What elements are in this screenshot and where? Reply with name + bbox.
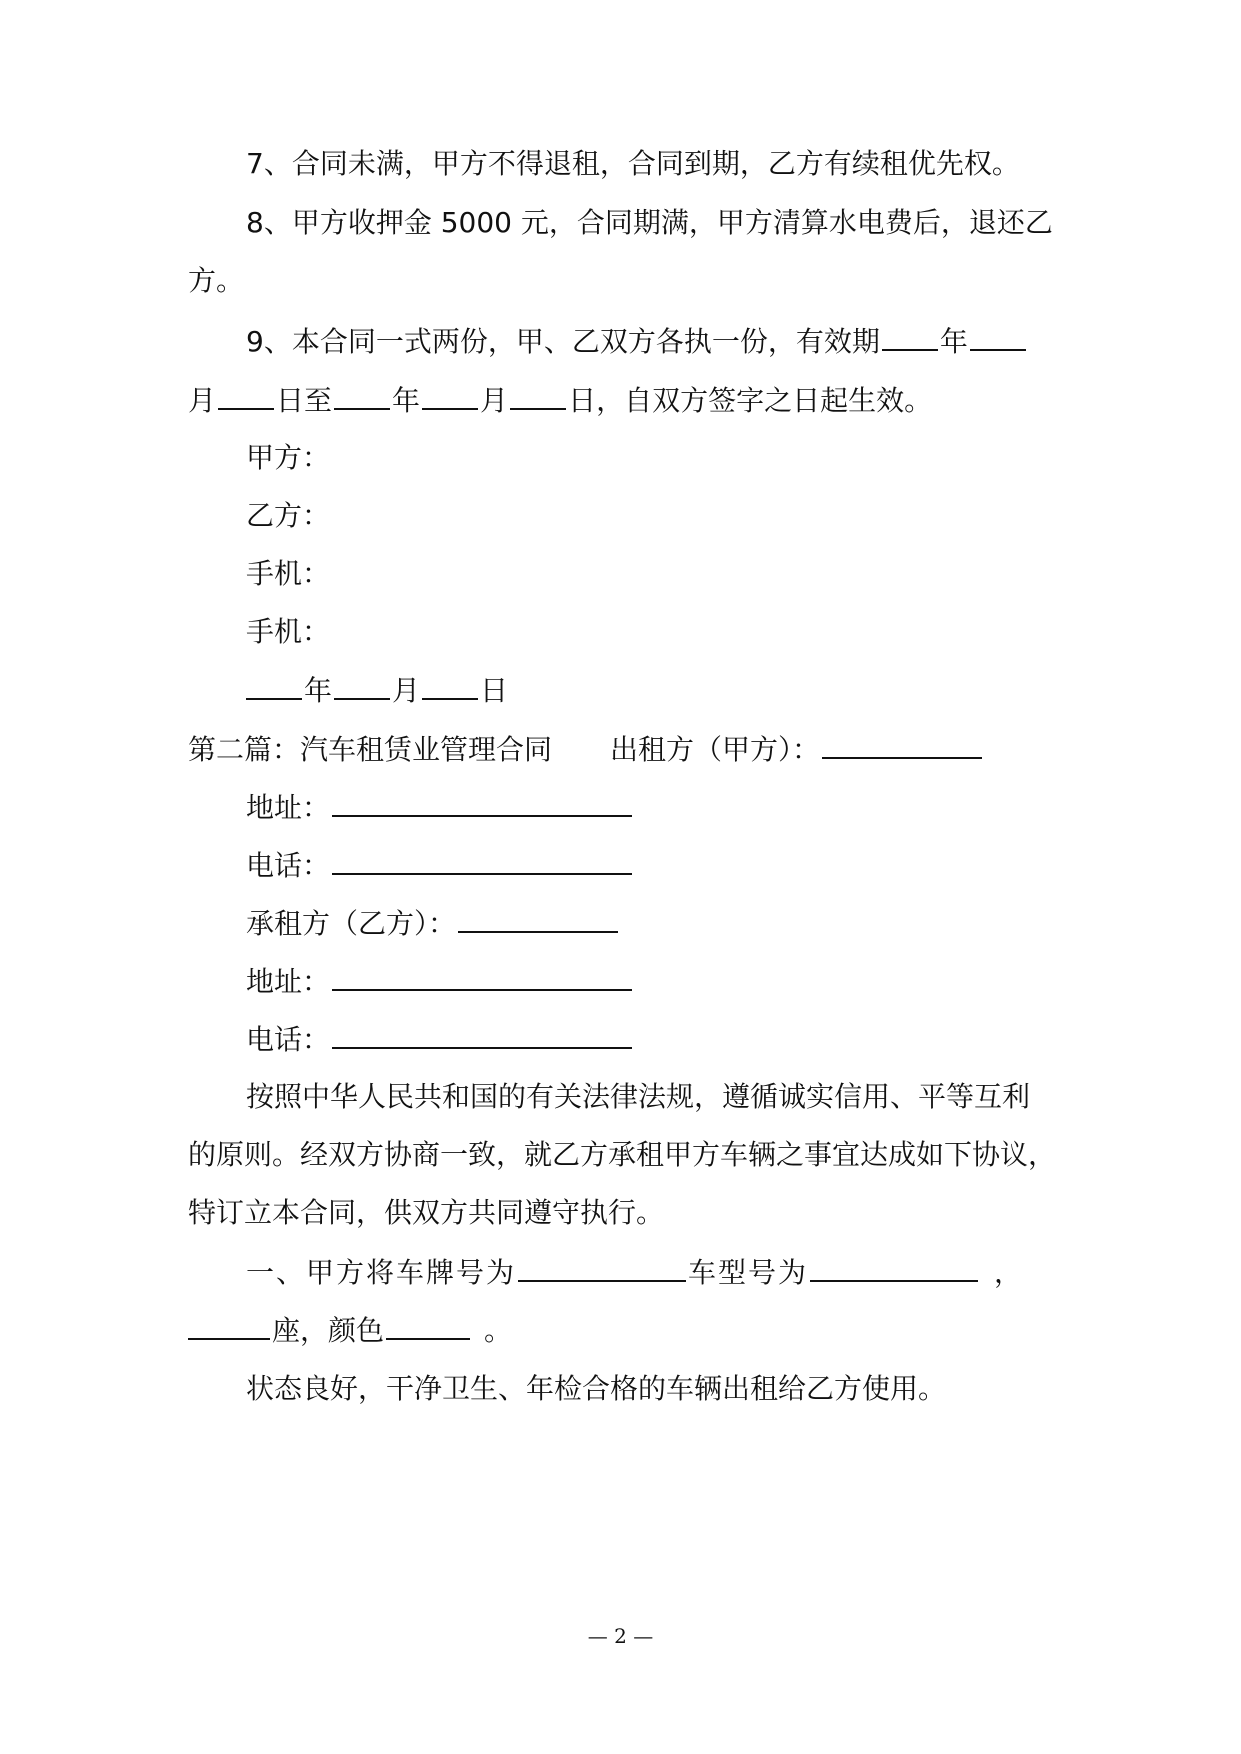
preamble-text-1: 按照中华人民共和国的有关法律法规，遵循诚实信用、平等互利 [246, 1080, 1031, 1113]
lessee-line [246, 903, 620, 944]
item-1-line-1 [246, 1252, 1024, 1293]
item-1-condition-text: 状态良好，干净卫生、年检合格的车辆出租给乙方使用。 [246, 1372, 947, 1405]
lessor-phone-line [246, 845, 634, 886]
item-1-line-2 [188, 1310, 512, 1351]
signature-day-label: 日 [480, 674, 509, 707]
validity-start-day-blank [218, 380, 274, 410]
lessee-phone-blank [332, 1019, 632, 1049]
clause-7-text: 7、合同未满，甲方不得退租，合同到期，乙方有续租优先权。 [246, 147, 1020, 180]
month-label: 月 [188, 384, 217, 417]
validity-end-month-blank [422, 380, 478, 410]
day-to-label: 日至 [276, 384, 333, 417]
clause-8-text-2: 方。 [188, 264, 245, 297]
day-effective-text: 日，自双方签字之日起生效。 [568, 384, 933, 417]
lessee-address-blank [332, 961, 632, 991]
phone-label-1: 手机： [246, 557, 331, 590]
month-label-2: 月 [480, 384, 509, 417]
party-b-label: 乙方： [246, 499, 331, 532]
second-contract-title: 第二篇：汽车租赁业管理合同 [188, 733, 553, 766]
signature-year-blank [246, 670, 302, 700]
clause-8-text-1: 8、甲方收押金 5000 元，合同期满，甲方清算水电费后，退还乙 [246, 206, 1053, 239]
clause-9-line-2 [188, 380, 932, 421]
signature-party-a [246, 438, 330, 478]
signature-phone-1 [246, 554, 330, 594]
signature-year-label: 年 [304, 674, 333, 707]
signature-phone-2 [246, 612, 330, 652]
lessee-address-label: 地址： [246, 965, 331, 998]
lessor-phone-label: 电话： [246, 849, 331, 882]
lessor-name-blank [822, 729, 982, 759]
lessor-address-line [246, 787, 634, 828]
item-1-period: 。 [484, 1314, 513, 1347]
signature-month-label: 月 [392, 674, 421, 707]
second-contract-title-line [188, 729, 984, 770]
clause-9-line-1 [246, 321, 1028, 362]
preamble-line-2 [188, 1135, 1056, 1175]
signature-party-b [246, 496, 330, 536]
seat-count-blank [188, 1310, 270, 1340]
year-label: 年 [939, 325, 968, 358]
clause-7 [246, 144, 1020, 184]
phone-label-2: 手机： [246, 615, 331, 648]
signature-month-blank [334, 670, 390, 700]
year-label-2: 年 [392, 384, 421, 417]
validity-end-year-blank [334, 380, 390, 410]
signature-day-blank [422, 670, 478, 700]
color-blank [386, 1310, 470, 1340]
lessee-address-line [246, 961, 634, 1002]
item-1-seat-text: 座，颜色 [272, 1314, 385, 1347]
lessor-address-blank [332, 787, 632, 817]
clause-9-text-1: 9、本合同一式两份，甲、乙双方各执一份，有效期 [246, 325, 880, 358]
car-model-blank [810, 1252, 978, 1282]
lessor-label: 出租方（甲方）： [610, 733, 821, 766]
clause-8-line-2 [188, 261, 244, 301]
item-1-comma: ， [994, 1256, 1025, 1289]
lessee-phone-line [246, 1019, 634, 1060]
lessee-label: 承租方（乙方）： [246, 907, 457, 940]
page-number: — 2 — [587, 1624, 654, 1648]
item-1-text-1: 一、甲方将车牌号为 [246, 1256, 517, 1289]
preamble-line-3 [188, 1193, 664, 1233]
preamble-text-3: 特订立本合同，供双方共同遵守执行。 [188, 1196, 665, 1229]
plate-number-blank [518, 1252, 686, 1282]
validity-start-month-blank [970, 321, 1026, 351]
signature-date [246, 670, 508, 711]
preamble-text-2: 的原则。经双方协商一致，就乙方承租甲方车辆之事宜达成如下协议， [188, 1138, 1057, 1171]
lessee-phone-label: 电话： [246, 1023, 331, 1056]
validity-end-day-blank [510, 380, 566, 410]
party-a-label: 甲方： [246, 441, 331, 474]
lessor-address-label: 地址： [246, 791, 331, 824]
preamble-line-1 [246, 1077, 1030, 1117]
clause-8-line-1 [246, 203, 1053, 243]
lessee-name-blank [458, 903, 618, 933]
validity-start-year-blank [882, 321, 938, 351]
item-1-text-2: 车型号为 [688, 1256, 809, 1289]
item-1-line-3 [246, 1369, 946, 1409]
lessor-phone-blank [332, 845, 632, 875]
